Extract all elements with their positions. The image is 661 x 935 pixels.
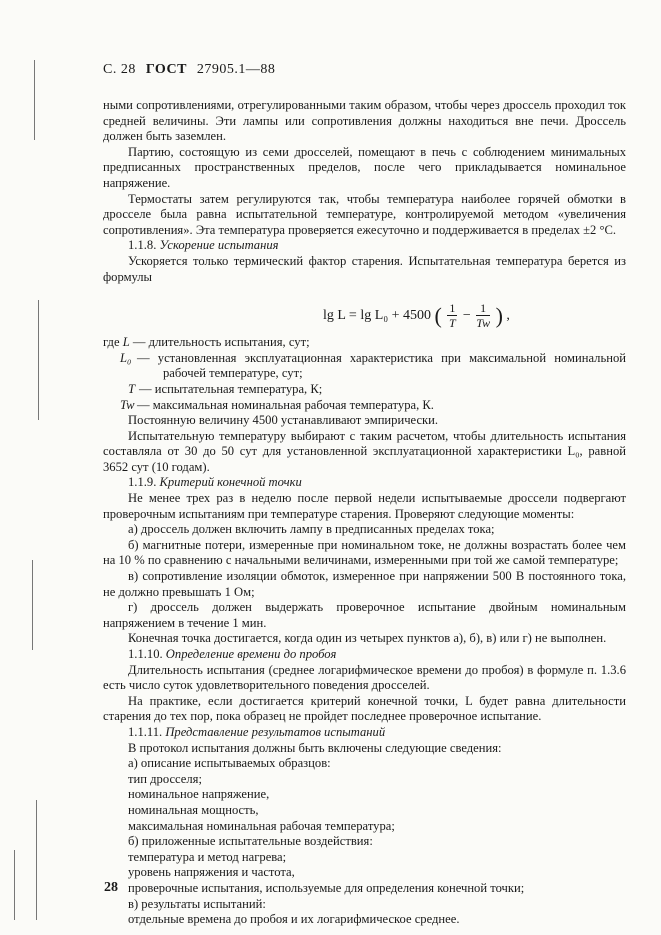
- list-item: б) магнитные потери, измеренные при номинальном токе, не должны возрастать более чем на 10 % по сравнению с начальными величинами, измеренными при той же самой температуре;: [103, 537, 626, 568]
- list-item: номинальное напряжение,: [128, 787, 270, 802]
- section-heading: [103, 725, 626, 741]
- section-title: Критерий конечной точки: [159, 475, 302, 490]
- paragraph: Длительность испытания (среднее логарифмическое времени до пробоя) в формуле п. 1.3.6 есть число суток удовлетворительного поведения дросселей.: [103, 662, 626, 693]
- paragraph: Ускоряется только термический фактор старения. Испытательная температура берется из формулы: [103, 253, 626, 284]
- list-item: температура и метод нагрева;: [128, 849, 287, 864]
- definition: T — испытательная температура, К;: [128, 381, 323, 396]
- section-heading: [103, 475, 626, 491]
- section-number: 1.1.9.: [128, 475, 157, 490]
- list-item: в) сопротивление изоляции обмоток, измеренное при напряжении 500 В постоянного тока, не должно превышать 1 Ом;: [103, 569, 626, 599]
- scan-artifact: [14, 850, 15, 920]
- list-item: тип дросселя;: [128, 771, 202, 786]
- section-number: 1.1.8.: [128, 238, 157, 253]
- paragraph: Конечная точка достигается, когда один из четырех пунктов а), б), в) или г) не выполнен.: [128, 631, 607, 646]
- paragraph: Постоянную величину 4500 устанавливают эмпирически.: [128, 413, 439, 428]
- definition: Tw — максимальная номинальная рабочая температура, К.: [120, 397, 434, 412]
- scan-artifact: [34, 60, 35, 140]
- scan-artifact: [38, 300, 39, 420]
- definition: где L — длительность испытания, сут;: [103, 335, 310, 350]
- list-item: б) приложенные испытательные воздействия:: [128, 834, 373, 849]
- section-heading: [103, 238, 626, 254]
- section-number: 1.1.11.: [128, 724, 163, 739]
- header-gost: ГОСТ: [145, 62, 187, 77]
- formula-lhs: lg L = lg L₀ + 4500: [323, 308, 432, 324]
- page-header: [103, 62, 275, 78]
- paragraph: Партию, состоящую из семи дросселей, помещают в печь с соблюдением минимальных предписанных пространственных пределов, после чего прикладывается номинальное напряжение.: [103, 144, 626, 190]
- fraction: $\frac{1}{T}$: [449, 301, 456, 331]
- formula: lg L = lg L₀ + 4500 ( $\frac{1}{T}$ − $\frac{1}{Tw}$ ) ,: [323, 301, 510, 331]
- section-title: Определение времени до пробоя: [165, 647, 337, 661]
- paragraph: В протокол испытания должны быть включены следующие сведения:: [128, 740, 502, 755]
- paragraph: На практике, если достигается критерий конечной точки, L будет равна длительности старения до тех пор, пока образец не пройдет последнее проверочное испытание.: [103, 693, 626, 724]
- section-title: Ускорение испытания: [159, 238, 279, 253]
- paragraph: ными сопротивлениями, отрегулированными таким образом, чтобы через дроссель проходил ток средней величины. Эти лампы или сопротивления должны находиться вне печи. Дроссель должен быть заземлен.: [103, 98, 626, 144]
- scan-artifact: [36, 800, 37, 920]
- section-title: Представление результатов испытаний: [165, 724, 386, 739]
- list-item: а) дроссель должен включить лампу в предписанных пределах тока;: [128, 522, 495, 537]
- definitions: [103, 335, 626, 413]
- scan-artifact: [32, 560, 33, 650]
- section-heading: [103, 647, 626, 663]
- list-item: отдельные времена до пробоя и их логарифмическое среднее.: [128, 912, 460, 927]
- definition: L₀ — установленная эксплуатационная характеристика при максимальной номинальной рабочей температуре, сут;: [120, 350, 626, 381]
- list-item: г) дроссель должен выдержать проверочное испытание двойным номинальным напряжением в течение 1 мин.: [103, 600, 626, 630]
- list-item: максимальная номинальная рабочая температура;: [128, 818, 395, 833]
- header-number: 27905.1—88: [196, 62, 276, 77]
- list-item: проверочные испытания, используемые для определения конечной точки;: [128, 880, 525, 895]
- page-number: 28: [104, 880, 118, 895]
- section-number: 1.1.10.: [128, 647, 163, 661]
- list-item: уровень напряжения и частота,: [128, 865, 295, 880]
- list-item: номинальная мощность,: [128, 802, 259, 817]
- paragraph: Не менее трех раз в неделю после первой недели испытываемые дроссели подвергают проверочным испытаниям при температуре старения. Проверяют следующие моменты:: [103, 491, 626, 521]
- header-page: С. 28: [103, 62, 136, 77]
- list-item: а) описание испытываемых образцов:: [128, 756, 331, 771]
- paragraph: Испытательную температуру выбирают с таким расчетом, чтобы длительность испытания составляла от 30 до 50 сут для установленной эксплуатационной характеристики L₀, равной 3652 сут (10 годам).: [103, 428, 626, 474]
- fraction: $\frac{1}{Tw}$: [476, 301, 491, 331]
- document-body: [103, 98, 626, 928]
- paragraph: Термостаты затем регулируются так, чтобы температура наиболее горячей обмотки в дросселе была равна испытательной температуре, контролируемой методом «увеличения сопротивления». Эта температура проверяется ежесуточно и поддерживается в пределах ±2 °С.: [103, 191, 626, 237]
- list-item: в) результаты испытаний:: [128, 896, 266, 911]
